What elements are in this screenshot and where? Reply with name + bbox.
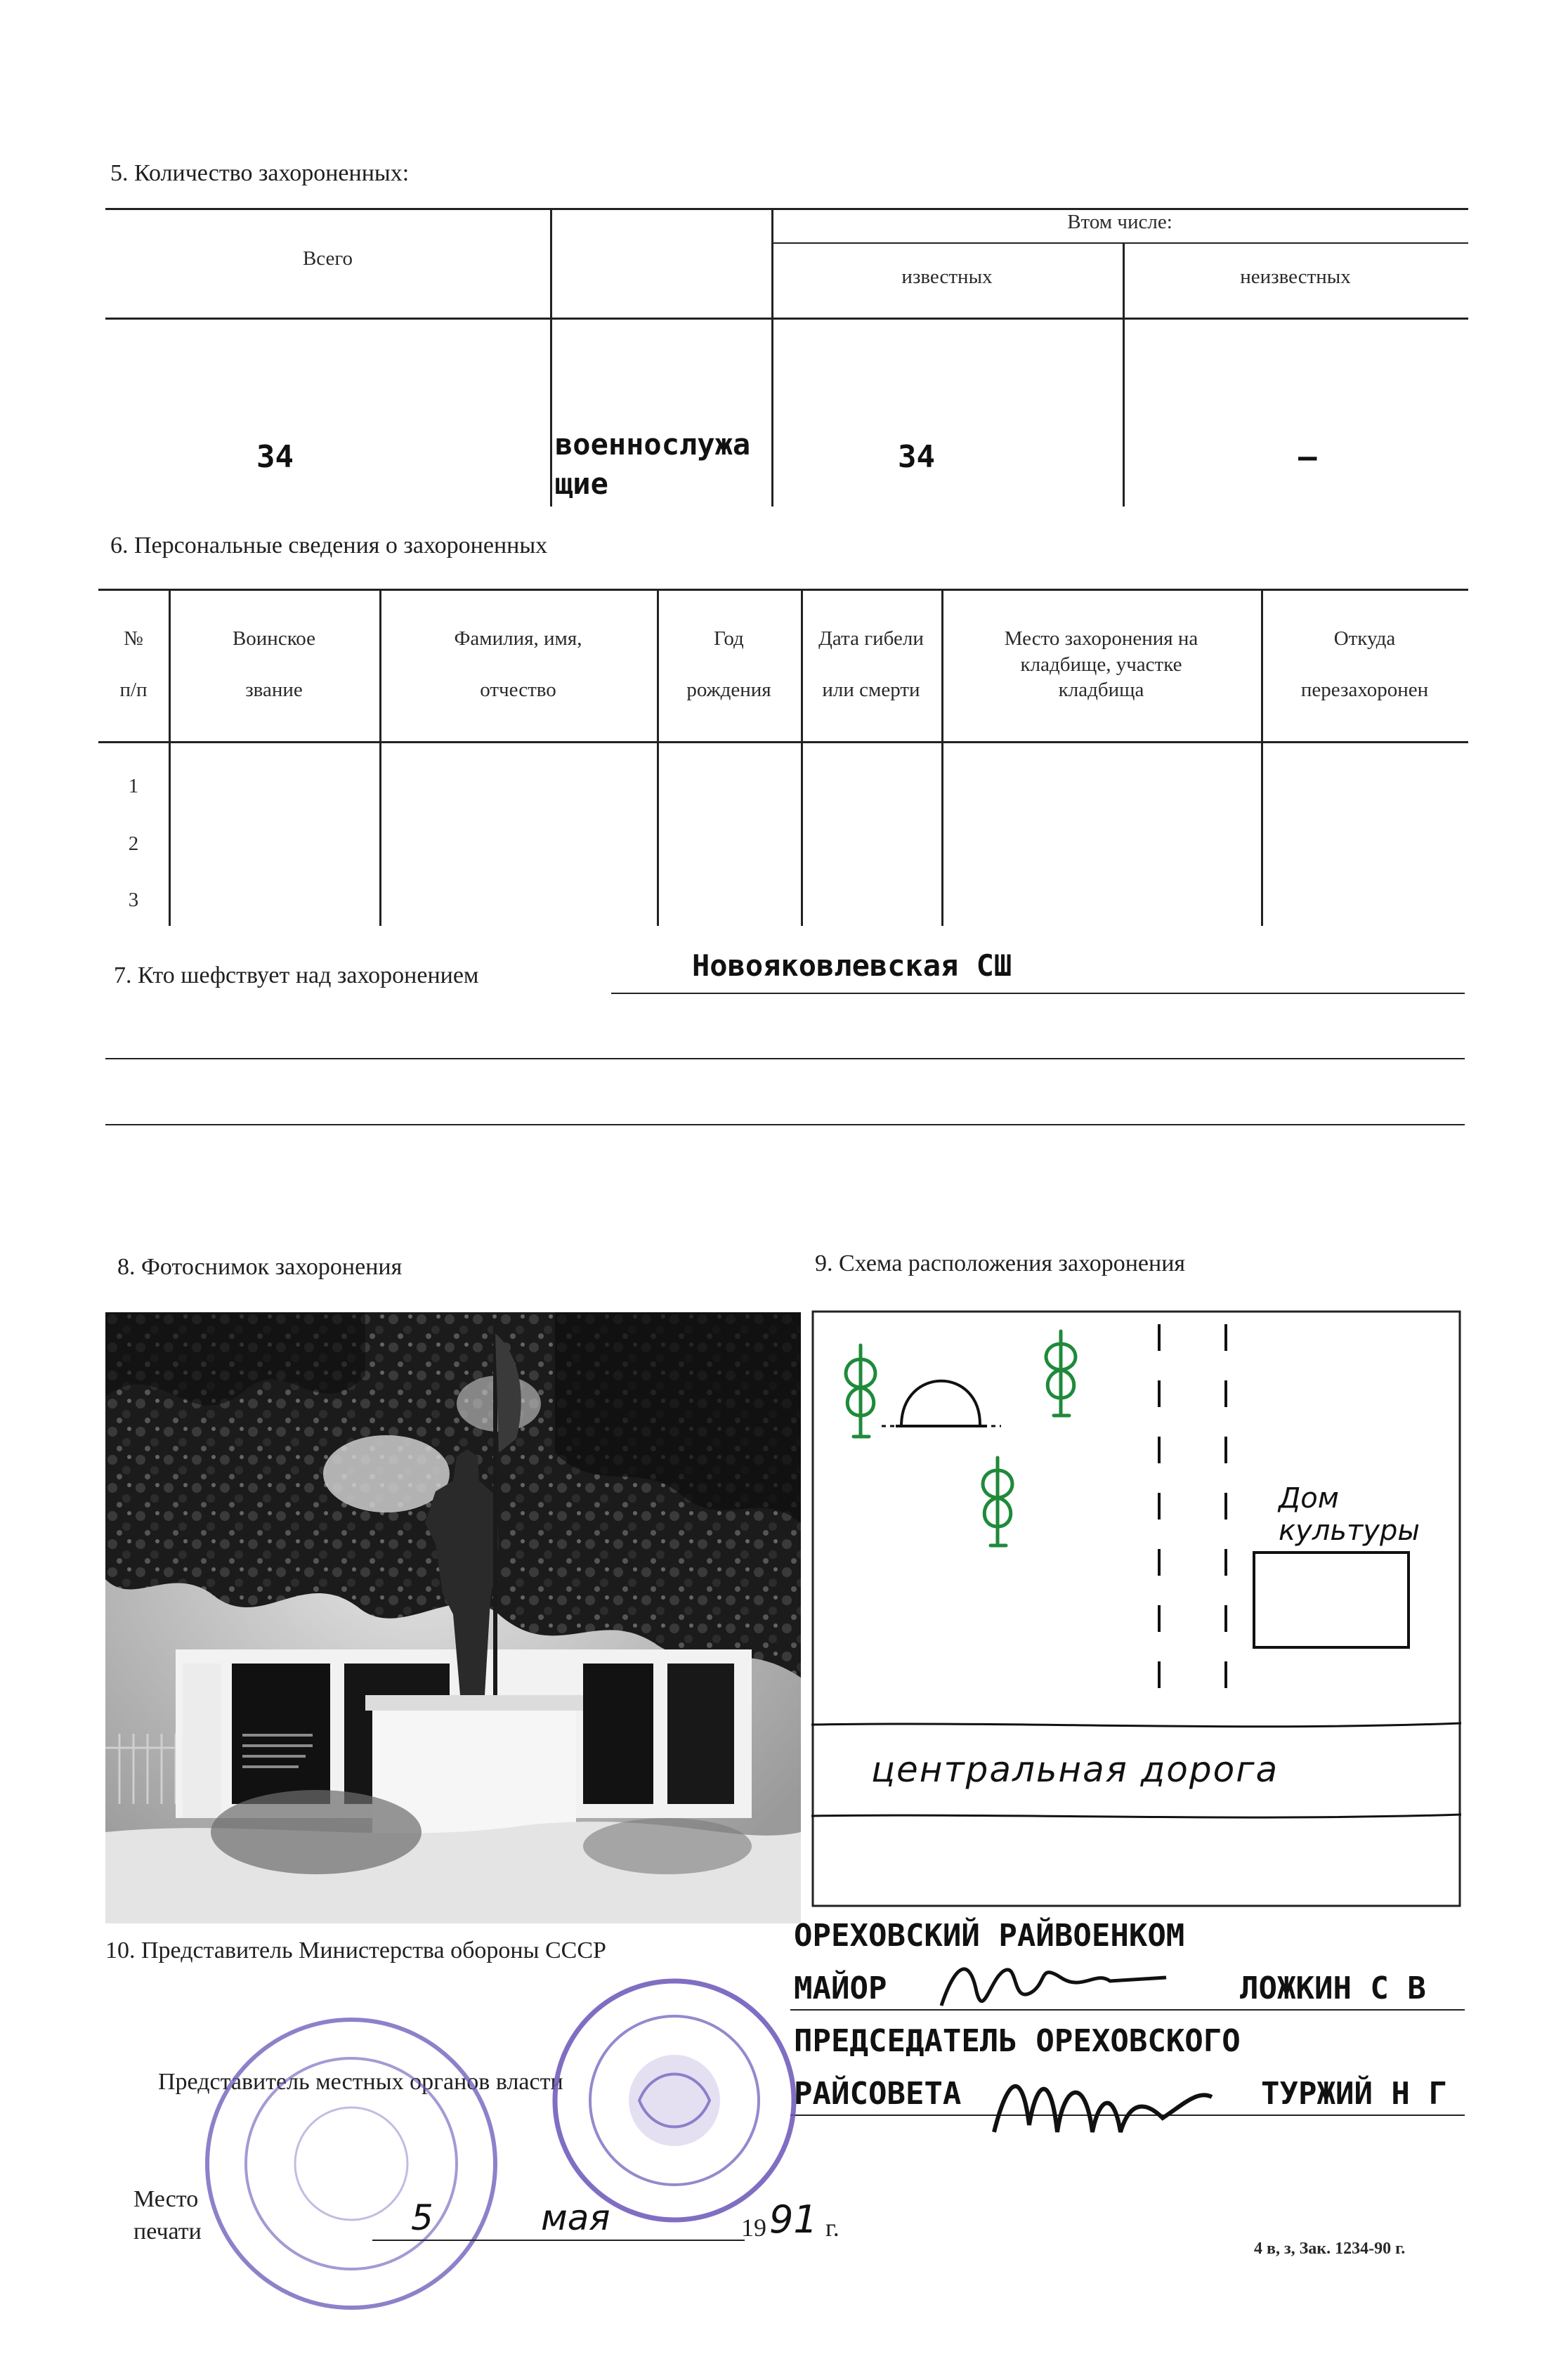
stamp-place-label-1: Место [133, 2186, 199, 2212]
print-mark: 4 в, з, Зак. 1234-90 г. [1254, 2240, 1406, 2258]
central-road-label: центральная дорога [871, 1749, 1279, 1790]
year-unit: г. [825, 2214, 839, 2242]
house-of-culture-label: Дом культуры [1279, 1482, 1420, 1547]
location-scheme [811, 1310, 1461, 1907]
mo-signature [927, 1949, 1180, 2030]
total-buried: 34 [256, 439, 294, 475]
header-total: Всего [302, 247, 353, 270]
th-from-2: перезахоронен [1300, 679, 1429, 701]
th-name-2: отчество [480, 679, 556, 701]
th-from-1: Откуда [1333, 627, 1396, 650]
section5-title: 5. Количество захороненных: [110, 160, 410, 186]
known-buried: 34 [898, 439, 935, 475]
th-rank-2: звание [245, 679, 303, 701]
unknown-buried: – [1298, 439, 1317, 475]
section9-label: 9. Схема расположения захоронения [815, 1250, 1186, 1276]
th-date-1: Дата гибели [818, 627, 924, 650]
seal-stamp [197, 2009, 506, 2321]
th-rank-1: Воинское [232, 627, 316, 650]
patron-organization: Новояковлевская СШ [692, 948, 1012, 983]
year-prefix: 19 [741, 2214, 766, 2242]
date-day: 5 [411, 2197, 433, 2238]
th-year-1: Год [714, 627, 744, 650]
year-suffix: 91 [769, 2197, 818, 2242]
th-place-2: кладбище, участке [1020, 653, 1182, 676]
section10-local-label: Представитель местных органов власти [158, 2069, 563, 2095]
th-year-2: рождения [686, 679, 771, 701]
section7-label: 7. Кто шефствует над захоронением [114, 962, 479, 988]
header-unknown: неизвестных [1240, 266, 1351, 288]
mo-rank: МАЙОР [794, 1970, 887, 2006]
section6-title: 6. Персональные сведения о захороненных [110, 532, 548, 558]
row-number: 1 [128, 775, 139, 797]
local-representative-name: ТУРЖИЙ Н Г [1261, 2076, 1447, 2112]
th-num-1: № [124, 627, 143, 650]
date-month: мая [541, 2197, 610, 2238]
th-date-2: или смерти [822, 679, 920, 701]
th-name-1: Фамилия, имя, [454, 627, 582, 650]
local-signature [980, 2055, 1233, 2156]
stamp-place-label-2: печати [133, 2218, 202, 2244]
memorial-photo [105, 1312, 801, 1923]
th-place-3: кладбища [1058, 679, 1144, 701]
council-name: РАЙСОВЕТА [794, 2076, 962, 2112]
th-num-2: п/п [119, 679, 148, 701]
section10-mo-label: 10. Представитель Министерства обороны СССР [105, 1937, 606, 1963]
buried-category: военнослужа щие [555, 427, 751, 501]
mo-representative-name: ЛОЖКИН С В [1240, 1970, 1426, 2006]
th-place-1: Место захоронения на [1004, 627, 1198, 650]
section8-label: 8. Фотоснимок захоронения [117, 1254, 403, 1280]
header-including: Втом числе: [1067, 211, 1172, 233]
header-known: известных [901, 266, 993, 288]
row-number: 2 [128, 832, 139, 855]
council-chair: ПРЕДСЕДАТЕЛЬ ОРЕХОВСКОГО [794, 2023, 1241, 2059]
military-office: ОРЕХОВСКИЙ РАЙВОЕНКОМ [794, 1918, 1185, 1954]
row-number: 3 [128, 889, 139, 911]
